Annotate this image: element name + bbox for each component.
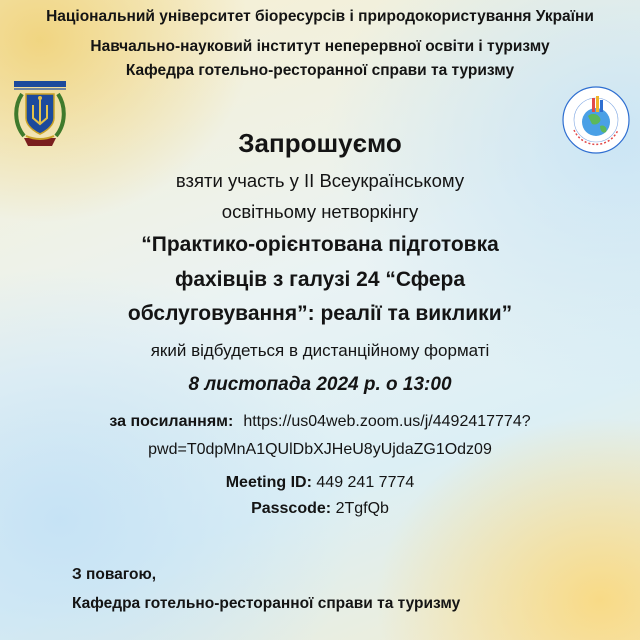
event-datetime: 8 листопада 2024 р. о 13:00 (188, 374, 452, 395)
meeting-id-label: Meeting ID: (225, 474, 312, 491)
meeting-link-url-part-2[interactable]: pwd=T0dpMnA1QUlDbXJHeU8yUjdaZG1Odz09 (148, 441, 492, 458)
passcode-value: 2TgfQb (335, 500, 389, 517)
event-format: який відбудеться в дистанційному форматі (150, 341, 490, 360)
invite-line-2: освітньому нетворкінгу (221, 201, 419, 222)
meeting-link-label: за посиланням: (109, 413, 234, 430)
meeting-id-value: 449 241 7774 (316, 474, 415, 491)
event-title-line-1: “Практико-орієнтована підготовка (141, 233, 499, 256)
event-title-line-3: обслуговування”: реалії та виклики” (127, 302, 513, 325)
header-institute: Навчально-науковий інститут неперервної освіти і туризму (90, 38, 550, 55)
passcode-label: Passcode: (251, 500, 332, 517)
closing-regards: З повагою, (72, 566, 157, 583)
header-university: Національний університет біоресурсів і природокористування України (46, 8, 594, 25)
closing-signature: Кафедра готельно-ресторанної справи та туризму (72, 595, 461, 612)
event-title-line-2: фахівців з галузі 24 “Сфера (174, 268, 466, 291)
meeting-id-row (0, 474, 640, 492)
meeting-link-url-part-1[interactable]: https://us04web.zoom.us/j/4492417774? (243, 413, 531, 430)
meeting-link-row (0, 413, 640, 431)
header-department: Кафедра готельно-ресторанної справи та туризму (125, 62, 515, 79)
invite-line-1: взяти участь у ІІ Всеукраїнському (175, 170, 465, 191)
passcode-row (0, 500, 640, 518)
invite-title: Запрошуємо (238, 128, 402, 158)
